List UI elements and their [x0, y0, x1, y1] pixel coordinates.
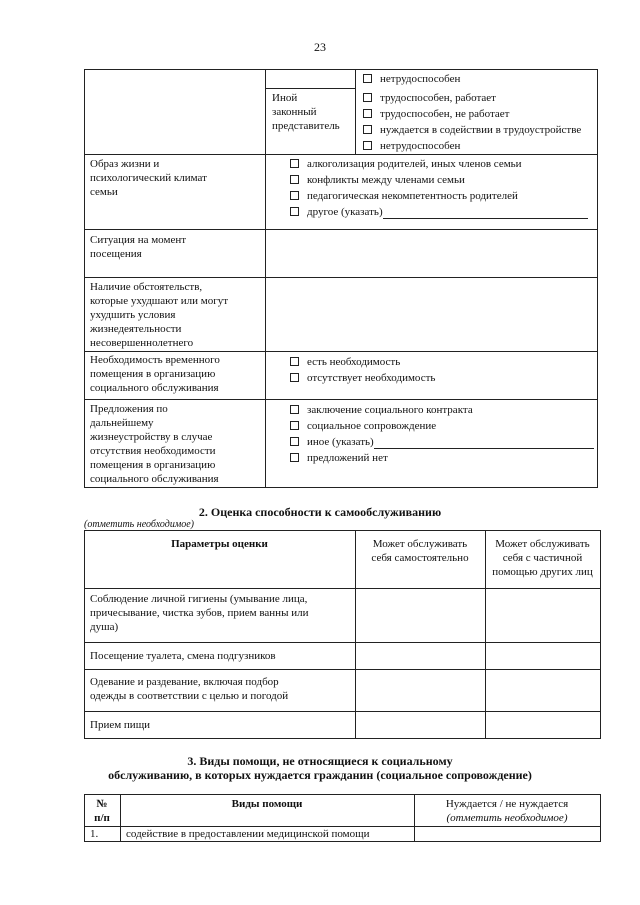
- checkbox[interactable]: [363, 74, 372, 83]
- fill-in-line[interactable]: [374, 438, 594, 449]
- option-row: нетрудоспособен: [363, 72, 460, 86]
- checkbox[interactable]: [290, 159, 299, 168]
- checkbox[interactable]: [290, 191, 299, 200]
- checkbox[interactable]: [363, 125, 372, 134]
- section2-note: (отметить необходимое): [84, 519, 194, 530]
- necessity-label: Необходимость временного помещения в организацию социального обслуживания: [90, 354, 220, 394]
- checkbox[interactable]: [290, 207, 299, 216]
- lifestyle-label: Образ жизни и психологический климат семьи: [90, 158, 207, 198]
- section3-title-line2: обслуживанию, в которых нуждается гражданин (социальное сопровождение): [108, 768, 532, 782]
- row-number: 1.: [90, 828, 99, 840]
- checkbox[interactable]: [290, 175, 299, 184]
- necessity-options: есть необходимость отсутствует необходимость: [290, 355, 435, 387]
- circumstances-label: Наличие обстоятельств, которые ухудшают или могут ухудшить условия жизнедеятельности несовершеннолетнего: [90, 281, 229, 349]
- need-header: Нуждается / не нуждается (отметить необходимое): [445, 798, 569, 824]
- num-header: № п/п: [94, 798, 110, 824]
- table-row: Одевание и раздевание, включая подбор одежды в соответствии с целью и погодой: [90, 676, 289, 702]
- kinds-header: Виды помощи: [231, 798, 303, 810]
- other-representative-options: трудоспособен, работает трудоспособен, не работает нуждается в содействии в трудоустройстве нетрудоспособен: [363, 91, 581, 155]
- checkbox[interactable]: [290, 373, 299, 382]
- checkbox[interactable]: [363, 93, 372, 102]
- page-number: 23: [314, 40, 326, 54]
- checkbox[interactable]: [290, 453, 299, 462]
- proposals-options: заключение социального контракта социальное сопровождение иное (указать) предложений нет: [290, 403, 594, 467]
- table-row: содействие в предоставлении медицинской помощи: [126, 828, 370, 840]
- proposals-label: Предложения по дальнейшему жизнеустройству в случае отсутствия необходимости помещения в организацию социального обслуживания: [90, 403, 219, 485]
- checkbox[interactable]: [363, 141, 372, 150]
- table-row: Прием пищи: [90, 719, 151, 731]
- table-row: Посещение туалета, смена подгузников: [90, 650, 276, 662]
- checkbox[interactable]: [290, 421, 299, 430]
- checkbox[interactable]: [290, 437, 299, 446]
- section2-title: 2. Оценка способности к самообслуживанию: [198, 505, 442, 519]
- self-header: Может обслуживать себя самостоятельно: [371, 538, 469, 564]
- table-row: Соблюдение личной гигиены (умывание лица, причесывание, чистка зубов, прием ванны или душа): [90, 593, 309, 633]
- fill-in-line[interactable]: [383, 208, 588, 219]
- lifestyle-options: алкоголизация родителей, иных членов семьи конфликты между членами семьи педагогическая некомпетентность родителей другое (указать): [290, 157, 588, 221]
- checkbox[interactable]: [363, 109, 372, 118]
- checkbox[interactable]: [290, 357, 299, 366]
- partial-header: Может обслуживать себя с частичной помощью других лиц: [492, 538, 593, 578]
- section3-title-line1: 3. Виды помощи, не относящиеся к социальному: [187, 754, 453, 768]
- checkbox[interactable]: [290, 405, 299, 414]
- situation-label: Ситуация на момент посещения: [90, 234, 187, 260]
- param-header: Параметры оценки: [171, 538, 268, 550]
- other-representative-label: Иной законный представитель: [272, 92, 340, 132]
